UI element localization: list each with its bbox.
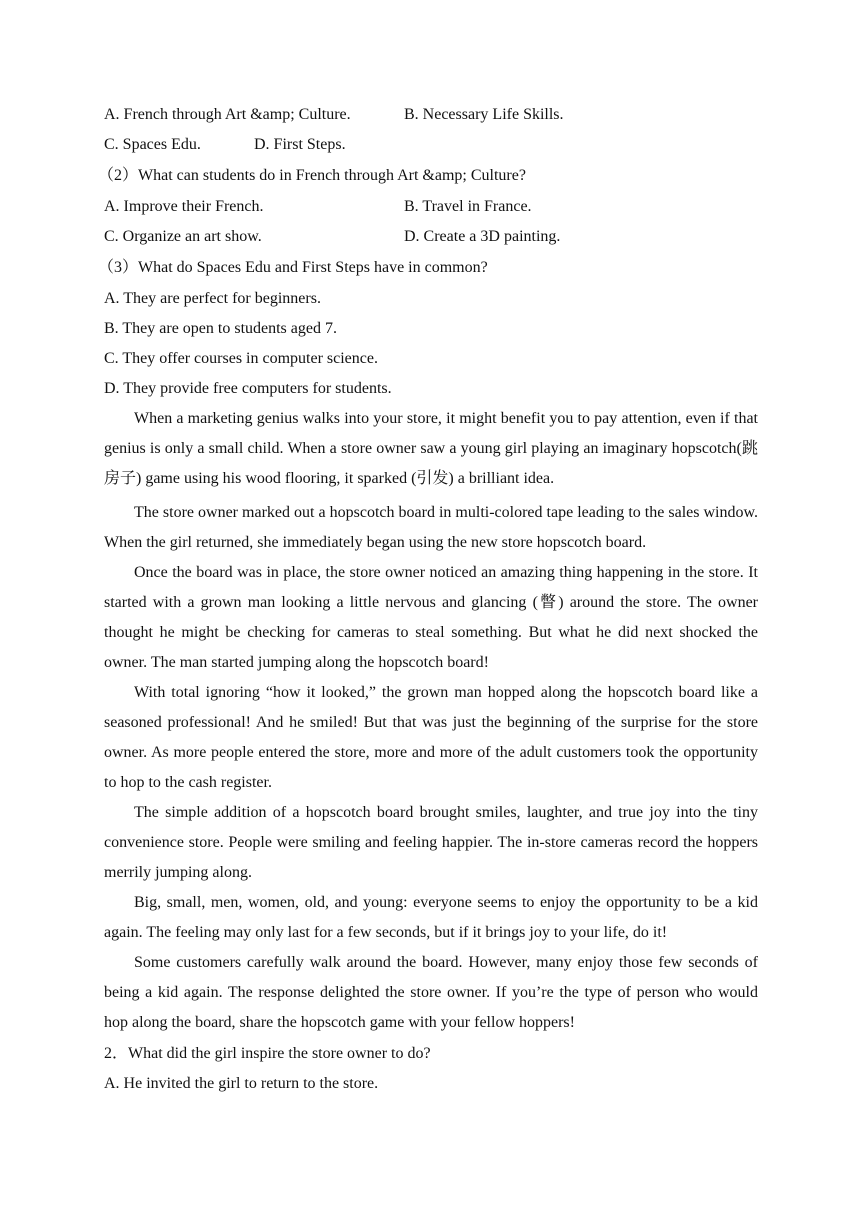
q2-options-row-2 (104, 222, 758, 252)
q2-option-c: C. Organize an art show. (104, 228, 262, 245)
q1-options-row-2 (104, 130, 758, 160)
q2-option-d: D. Create a 3D painting. (404, 228, 561, 245)
passage-paragraph-2: The store owner marked out a hopscotch board in multi-colored tape leading to the sales window. When the girl returned, she immediately began using the new store hopscotch board. (104, 504, 758, 551)
q3-option-b: B. They are open to students aged 7. (104, 320, 337, 337)
passage-paragraph-3: Once the board was in place, the store owner noticed an amazing thing happening in the store. It started with a grown man looking a little nervous and glancing (瞥) around the store. The owner thought he might be checking for cameras to steal something. But what he did next shocked the owner. The man started jumping along the hopscotch board! (104, 564, 758, 671)
q2-option-a: A. Improve their French. (104, 198, 264, 215)
passage-paragraph-6: Big, small, men, women, old, and young: everyone seems to enjoy the opportunity to be a kid again. The feeling may only last for a few seconds, but if it brings joy to your life, do it! (104, 894, 758, 941)
next-question: 2．What did the girl inspire the store owner to do? (104, 1045, 431, 1062)
next-question-option-a: A. He invited the girl to return to the store. (104, 1075, 379, 1092)
passage-paragraph-1: When a marketing genius walks into your store, it might benefit you to pay attention, even if that genius is only a small child. When a store owner saw a young girl playing an imaginary hopscotch(跳房子) game using his wood flooring, it sparked (引发) a brilliant idea. (104, 410, 758, 487)
passage-paragraph-4: With total ignoring “how it looked,” the grown man hopped along the hopscotch board like a seasoned professional! And he smiled! But that was just the beginning of the surprise for the store owner. As more people entered the store, more and more of the adult customers took the opportunity to hop to the cash register. (104, 684, 758, 791)
q1-option-c: C. Spaces Edu. (104, 136, 201, 153)
passage-paragraph-7: Some customers carefully walk around the board. However, many enjoy those few seconds of being a kid again. The response delighted the store owner. If you’re the type of person who would hop along the board, share the hopscotch game with your fellow hoppers! (104, 954, 758, 1031)
q3-option-c: C. They offer courses in computer science. (104, 350, 378, 367)
q3-option-a: A. They are perfect for beginners. (104, 290, 321, 307)
q1-option-d: D. First Steps. (254, 136, 346, 153)
q2-options-row-1 (104, 192, 758, 222)
passage-paragraph-5: The simple addition of a hopscotch board brought smiles, laughter, and true joy into the tiny convenience store. People were smiling and feeling happier. The in-store cameras record the hoppers merrily jumping along. (104, 804, 758, 881)
q1-option-a: A. French through Art &amp; Culture. (104, 106, 351, 123)
q1-option-b: B. Necessary Life Skills. (404, 106, 564, 123)
q2-option-b: B. Travel in France. (404, 198, 532, 215)
document-content (98, 100, 758, 1099)
q1-options-row-1 (104, 100, 758, 130)
q3-question: （3）What do Spaces Edu and First Steps have in common? (98, 259, 488, 276)
q3-option-d: D. They provide free computers for students. (104, 380, 392, 397)
q2-question: （2）What can students do in French through Art &amp; Culture? (98, 167, 526, 184)
